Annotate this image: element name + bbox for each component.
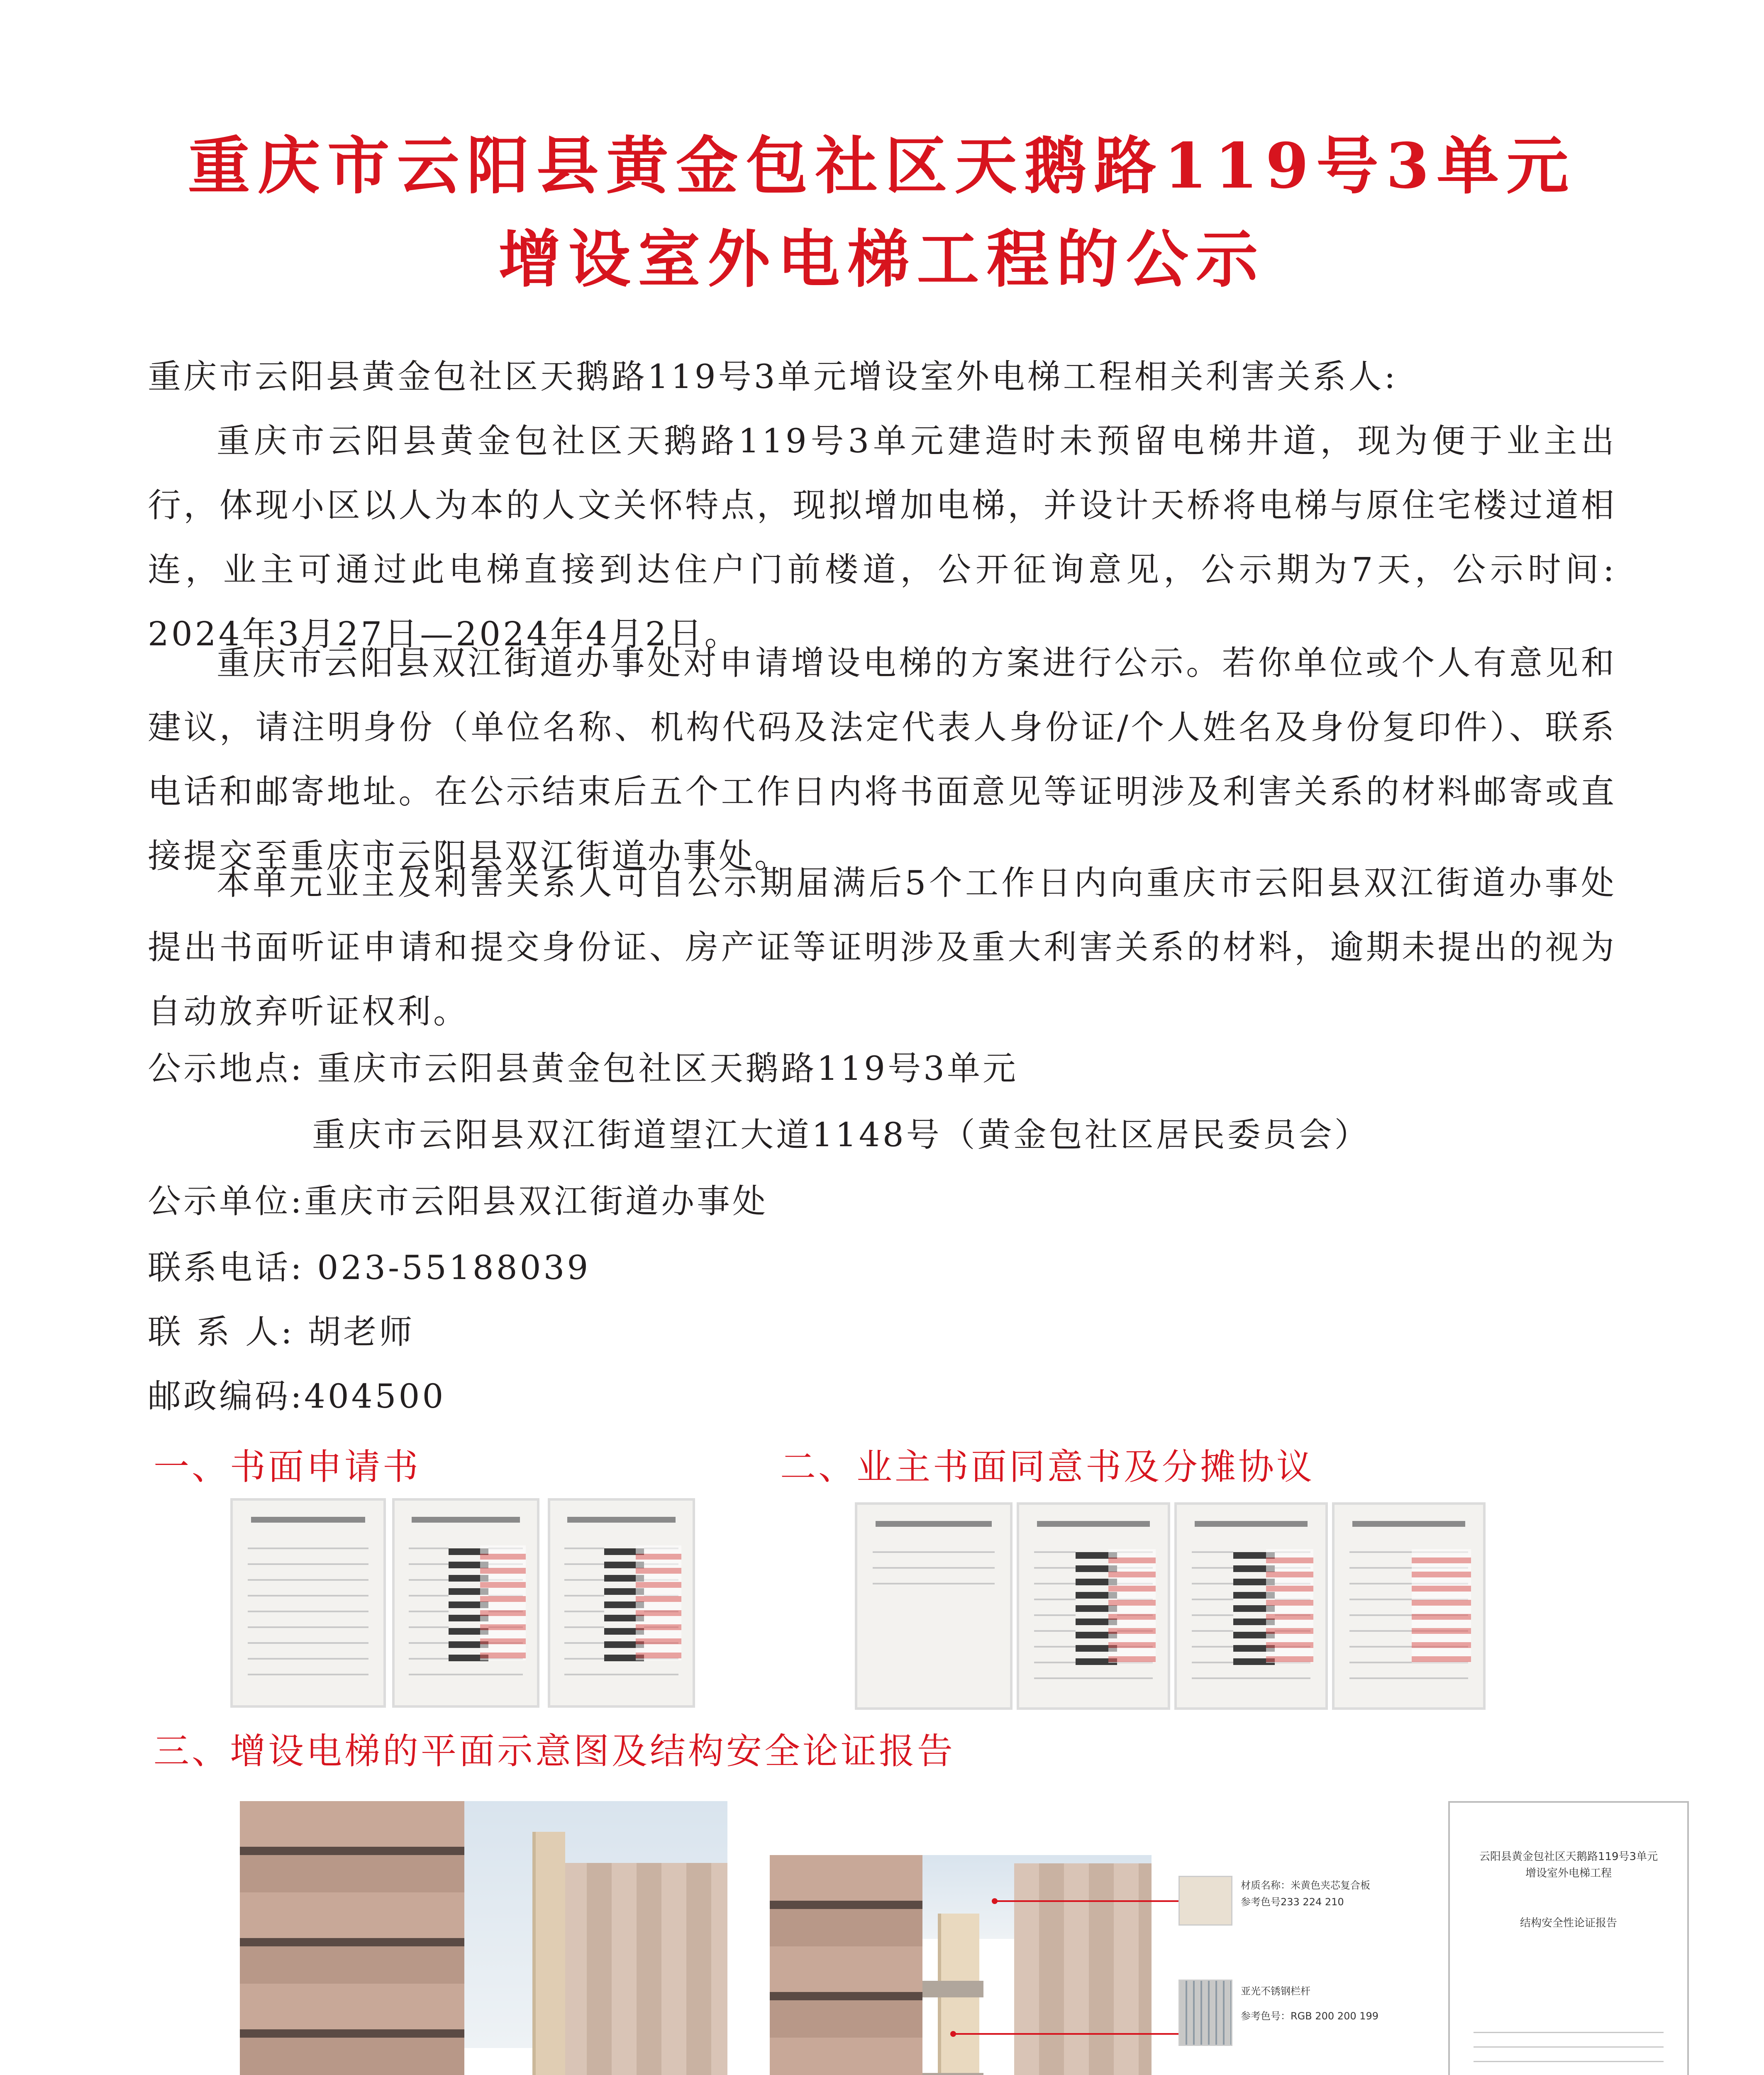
site-photo: [240, 1801, 727, 2075]
paragraph-1: 重庆市云阳县黄金包社区天鹅路119号3单元建造时未预留电梯井道，现为便于业主出行，体现小区以人为本的人文关怀特点，现拟增加电梯，并设计天桥将电梯与原住宅楼过道相连，业主可通过此电梯直接到达住户门前楼道，公开征询意见，公示期为7天，公示时间: 2024年3月27日—2024年4月2日。: [148, 422, 1617, 653]
composite-panel-swatch: [1178, 1876, 1232, 1926]
title-line-1: 重庆市云阳县黄金包社区天鹅路119号3单元: [188, 129, 1576, 203]
application-letter-image: [230, 1498, 386, 1708]
postal-code: 邮政编码:404500: [148, 1377, 446, 1416]
elevator-rendering: [770, 1855, 1152, 2075]
section-3-heading: 三、增设电梯的平面示意图及结构安全论证报告: [154, 1731, 955, 1772]
location-label: 公示地点:: [148, 1049, 317, 1088]
section-2-heading: 二、业主书面同意书及分摊协议: [780, 1446, 1315, 1488]
report-cover-title-1: 云阳县黄金包社区天鹅路119号3单元: [1479, 1850, 1658, 1863]
location-2: 重庆市云阳县双江街道望江大道1148号（黄金包社区居民委员会）: [312, 1116, 1370, 1154]
material-1-ref: 参考色号233 224 210: [1241, 1896, 1344, 1908]
title-line-2: 增设室外电梯工程的公示: [498, 223, 1266, 296]
paragraph-2: 重庆市云阳县双江街道办事处对申请增设电梯的方案进行公示。若你单位或个人有意见和建议，请注明身份（单位名称、机构代码及法定代表人身份证/个人姓名及身份复印件）、联系电话和邮寄地址。在公示结束后五个工作日内将书面意见等证明涉及利害关系的材料邮寄或直接提交至重庆市云阳县双江街道办事处。: [148, 644, 1617, 875]
material-1-name: 材质名称：米黄色夹芯复合板: [1241, 1880, 1370, 1891]
section-1-heading: 一、书面申请书: [154, 1446, 421, 1488]
owner-signature-form-image: [548, 1498, 695, 1708]
steel-railing-swatch: [1178, 1980, 1232, 2046]
location-1: 重庆市云阳县黄金包社区天鹅路119号3单元: [317, 1049, 1018, 1088]
paragraph-3: 本单元业主及利害关系人可自公示期届满后5个工作日内向重庆市云阳县双江街道办事处提出书面听证申请和提交身份证、房产证等证明涉及重大利害关系的材料，逾期未提出的视为自动放弃听证权利。: [148, 864, 1617, 1031]
report-cover-subtitle: 结构安全性论证报告: [1520, 1917, 1617, 1929]
contact-person: 联 系 人: 胡老师: [148, 1313, 415, 1351]
material-2-ref: 参考色号：RGB 200 200 199: [1241, 2010, 1379, 2022]
material-2-name: 亚光不锈钢栏杆: [1241, 1985, 1310, 1997]
location-line: [148, 1048, 1018, 1089]
consent-letter-image: [855, 1502, 1013, 1710]
report-cover-title-2: 增设室外电梯工程: [1525, 1867, 1612, 1880]
applicant-opinion-form-image: [392, 1498, 539, 1708]
leader-line-2: [954, 2033, 1178, 2035]
leader-line-1: [996, 1900, 1178, 1902]
report-cover-page: [1448, 1801, 1689, 2075]
publishing-unit: 公示单位:重庆市云阳县双江街道办事处: [148, 1182, 768, 1221]
salutation: 重庆市云阳县黄金包社区天鹅路119号3单元增设室外电梯工程相关利害关系人:: [148, 357, 1398, 396]
contact-phone: 联系电话: 023-55188039: [148, 1248, 591, 1287]
cost-sharing-agreement-image: [1332, 1502, 1486, 1710]
consent-opinion-table-1-image: [1017, 1502, 1170, 1710]
consent-opinion-table-2-image: [1174, 1502, 1328, 1710]
